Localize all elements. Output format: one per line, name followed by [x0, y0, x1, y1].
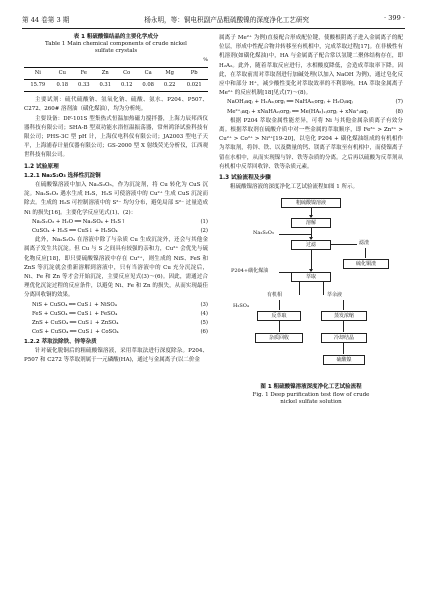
coprecipitation-paragraph: 此外，Na₂S₂O₃ 在溶液中除了与杂质 Cu 生成沉淀外，还会与其他金属离子发生共沉淀。但 Cu 与 S 之间具有较强的亲和力，Cu²⁺ 会优先与硫化物反应[18]，即只要硫酸镍溶液中存在 Cu²⁺，则生成的 NiS、FeS 和 ZnS 等沉淀就会重新溶解到溶液中，只有当溶液中的 Cu 充分沉淀后，Ni、Fe 和 Zn 等才会开始沉淀，主要反应见式(3)～(6)。因此，需通过合理优化沉淀过程的反应条件，以避免 Ni、Fe 和 Zn 的损失，从而实现最佳分离回收铜的效果。: [24, 237, 208, 299]
label-p204: P204+磺化煤油: [231, 268, 269, 275]
table1-title-en1: Table 1 Main chemical components of crude nickel: [45, 41, 187, 48]
table1-header: Pb: [180, 67, 208, 79]
node-filter: 过滤: [291, 240, 331, 250]
copper-precipitation-paragraph: 在硫酸镍溶液中加入 Na₂S₂O₃，作为沉淀剂，将 Cu 转化为 CuS 沉淀。Na₂S₂O₃ 遇水生成 H₂S，H₂S 可使溶液中的 Cu²⁺ 生成 CuS 沉淀而除去。生成的 H₂S 可控制溶液中的 S²⁻ 均匀分布，避免局部 S²⁻ 过量造成 Ni 的损失[16]。主要化学反应见式(1)、(2)：: [24, 182, 208, 216]
flow-intro-paragraph: 粗硫酸镍溶液的深度净化工艺试验流程如图 1 所示。: [230, 184, 358, 191]
table1-header: Cu: [52, 67, 73, 79]
equation-text: Me²⁺₍aq₎ + xNaHA₂₍org₎ ══ Me(HA₂)ₓ₍org₎ + xNa⁺₍aq₎: [227, 108, 368, 115]
connector: [343, 300, 344, 310]
table1-header: Ni: [24, 67, 52, 79]
figure1-caption: [219, 384, 403, 406]
table1-cell: 0.021: [180, 80, 208, 92]
equation-1: [24, 218, 208, 227]
equipment-paragraph: 主要设备：DF-101S 型集热式恒温加热磁力搅拌器，上海力辰邦西仪器科技有限公司；SHA-B 型双功能水浴恒温振荡器，常州鸿泽试验科技有限公司；PHS-3C 型 pH 计，上海仪电科仪有限公司；JA2003 型电子天平，上海浦春计量仪器有限公司；GS-2000 型 X 射线荧光分析仪，江西观世科技有限公司。: [24, 115, 208, 159]
node-extraction: 萃取: [291, 272, 331, 282]
section-1-3-heading: 1.3 试验流程及步骤: [219, 175, 271, 182]
section-1-2-1-heading: 1.2.1 Na₂S₂O₃ 选择性沉淀铜: [24, 172, 101, 179]
connector: [279, 300, 280, 310]
p204-separation-paragraph: 根据 P204 萃取金属性能差异，可将 Ni 与其他金属杂质离子有效分离。根据萃取剂在硫酸介质中对一些金属的萃取顺序，即 Fe³⁺ > Zn²⁺ > Cu²⁺ > Co²⁺ > Ni²⁺[19-20]，以皂化 P204 + 磺化煤油组成的有机相作为萃取剂，将锌、铁、以及微量的钙、镁离子萃取至有机相中，而使镍离子留在水相中，从而实现镍与锌、铁等杂质的分离。之后再以硫酸为反萃剂从有机相中反萃回收锌、铁等杂质元素。: [219, 117, 403, 170]
equation-text: FeS + CuSO₄ ══ CuS↓ + FeSO₄: [32, 310, 118, 317]
equation-text: ZnS + CuSO₄ ══ CuS↓ + ZnSO₄: [32, 320, 119, 327]
equation-number: (7): [395, 99, 403, 106]
journal-issue: 第 44 卷第 3 期: [22, 16, 70, 24]
node-impurity-recovery: 杂质回收: [255, 333, 303, 343]
connector: [343, 320, 344, 332]
connector: [343, 342, 344, 354]
table1-cell: 15.79: [24, 80, 52, 92]
equation-text: Na₂S₂O₃ + H₂O ══ Na₂SO₄ + H₂S↑: [32, 218, 126, 225]
equation-4: [24, 310, 208, 319]
connector: [279, 320, 280, 332]
equation-text: CoS + CuSO₄ ══ CuS↓ + CoSO₄: [32, 329, 119, 336]
table1-header: Co: [116, 67, 137, 79]
connector: [331, 244, 357, 245]
table1-header: Mg: [159, 67, 180, 79]
table1-cell: 0.22: [159, 80, 180, 92]
connector: [311, 249, 312, 271]
section-1-2-2-heading: 1.2.2 萃取法除铁、锌等杂质: [24, 338, 97, 345]
table1-header: Ca: [137, 67, 158, 79]
equation-number: (5): [200, 320, 208, 327]
node-nickel-sulfate: 硫酸镍: [323, 355, 365, 365]
equation-text: CuSO₄ + H₂S ══ CuS↓ + H₂SO₄: [32, 228, 118, 235]
figure1-title-en1: Fig. 1 Deep purification test flow of crude: [252, 391, 370, 398]
node-stripping: 反萃取: [257, 311, 301, 321]
equation-5: [24, 319, 208, 328]
reagents-paragraph: 主要试剂：硫代硫酸钠、氢氧化钠、硫酸、氨水、P204、P507、C272、260# 溶剂油（磺化煤油），均为分析纯。: [24, 97, 208, 113]
table1-cell: 0.33: [73, 80, 94, 92]
node-copper-sulfide: 硫化铜渣: [343, 259, 389, 269]
equation-number: (1): [200, 218, 208, 225]
table1-unit: %: [203, 56, 208, 63]
table1-title: 表 1 粗硫酸镍结晶的主要化学成分: [73, 34, 159, 40]
equation-number: (6): [200, 329, 208, 336]
equation-text: NiS + CuSO₄ ══ CuS↓ + NiSO₄: [32, 301, 117, 308]
equation-number: (3): [200, 301, 208, 308]
connector: [279, 234, 311, 235]
label-residue: 滤渣: [359, 240, 370, 247]
table1-cell: 0.31: [95, 80, 116, 92]
header-rule: [22, 28, 405, 29]
node-crystallization: 冷却结晶: [321, 333, 367, 343]
page-number: · 399 ·: [384, 14, 405, 22]
table1-header-row: [24, 67, 208, 79]
article-title-header: 杨永明，等：铜电积副产品粗硫酸镍的深度净化工艺研究: [144, 16, 310, 24]
figure1-title: 图 1 粗硫酸镍溶液深度净化工艺试验流程: [260, 384, 362, 391]
running-header: [22, 14, 405, 26]
figure1-title-en2: nickel sulfate solution: [280, 398, 342, 405]
equation-3: [24, 301, 208, 310]
label-raffinate: 萃余液: [327, 292, 343, 299]
equation-8: [219, 108, 403, 117]
equation-text: NaOH₍aq₎ + H₂A₂₍org₎ ══ NaHA₂₍org₎ + H₂O₍aq₎: [227, 99, 353, 106]
connector: [323, 281, 324, 295]
table1-header: Zn: [95, 67, 116, 79]
node-dissolve: 溶解: [291, 218, 331, 228]
equation-2: [24, 227, 208, 236]
connector: [365, 248, 366, 258]
table1-cell: 0.18: [52, 80, 73, 92]
table1-caption: [24, 34, 208, 56]
label-organic-phase: 有机相: [267, 292, 283, 299]
node-raw-solution: 粗硫酸镍溶液: [281, 198, 341, 208]
equation-number: (2): [200, 228, 208, 235]
extraction-mechanism-paragraph: 属离子 Me²⁺ 为例)直接配合形成配位键，使酸根阴离子进入金属离子的配位层，形成中性配合物并转移至有机相中，完成萃取过程[17]。在非极性有机溶剂(如磺化煤油)中，HA 与金属离子配合常以氢键二聚体结构存在，即 H₂A₂。此外，随着萃取反应进行，水相酸度降低，会造成萃取率下降。因此，在萃取前需对萃取剂进行加碱处理(以加入 NaOH 为例)，通过皂化反应中和部分 H⁺，减少酸性变化对萃取效率的不利影响。HA 萃取金属离子 Me²⁺ 的反应机制[18]见式(7)～(8)。: [219, 35, 403, 97]
label-na2s2o3: Na₂S₂O₃: [253, 230, 274, 237]
extraction-paragraph: 针对硫化脱铜后的粗硫酸镍溶液，采用萃取法进行深度除杂。P204、P507 和 C272 等萃取剂属于一元磷酸(HA)，通过与金属离子(以二价金: [24, 347, 208, 363]
equation-number: (8): [395, 108, 403, 115]
right-column: [219, 34, 403, 420]
left-column: [24, 34, 208, 365]
table1: [24, 67, 208, 92]
table1-cell: 0.12: [116, 80, 137, 92]
connector: [299, 281, 300, 295]
table1-title-en2: sulfate crystals: [94, 48, 138, 55]
equation-6: [24, 328, 208, 337]
equation-7: [219, 98, 403, 107]
equation-number: (4): [200, 310, 208, 317]
node-evaporation: 蒸发浓缩: [321, 311, 367, 321]
process-flowchart: [219, 196, 403, 420]
table1-header: Fe: [73, 67, 94, 79]
table1-cell: 0.08: [137, 80, 158, 92]
section-1-2-heading: 1.2 试验原理: [24, 163, 59, 170]
table1-value-row: [24, 80, 208, 92]
label-sulfuric-acid: H₂SO₄: [233, 303, 249, 310]
connector: [279, 272, 291, 273]
